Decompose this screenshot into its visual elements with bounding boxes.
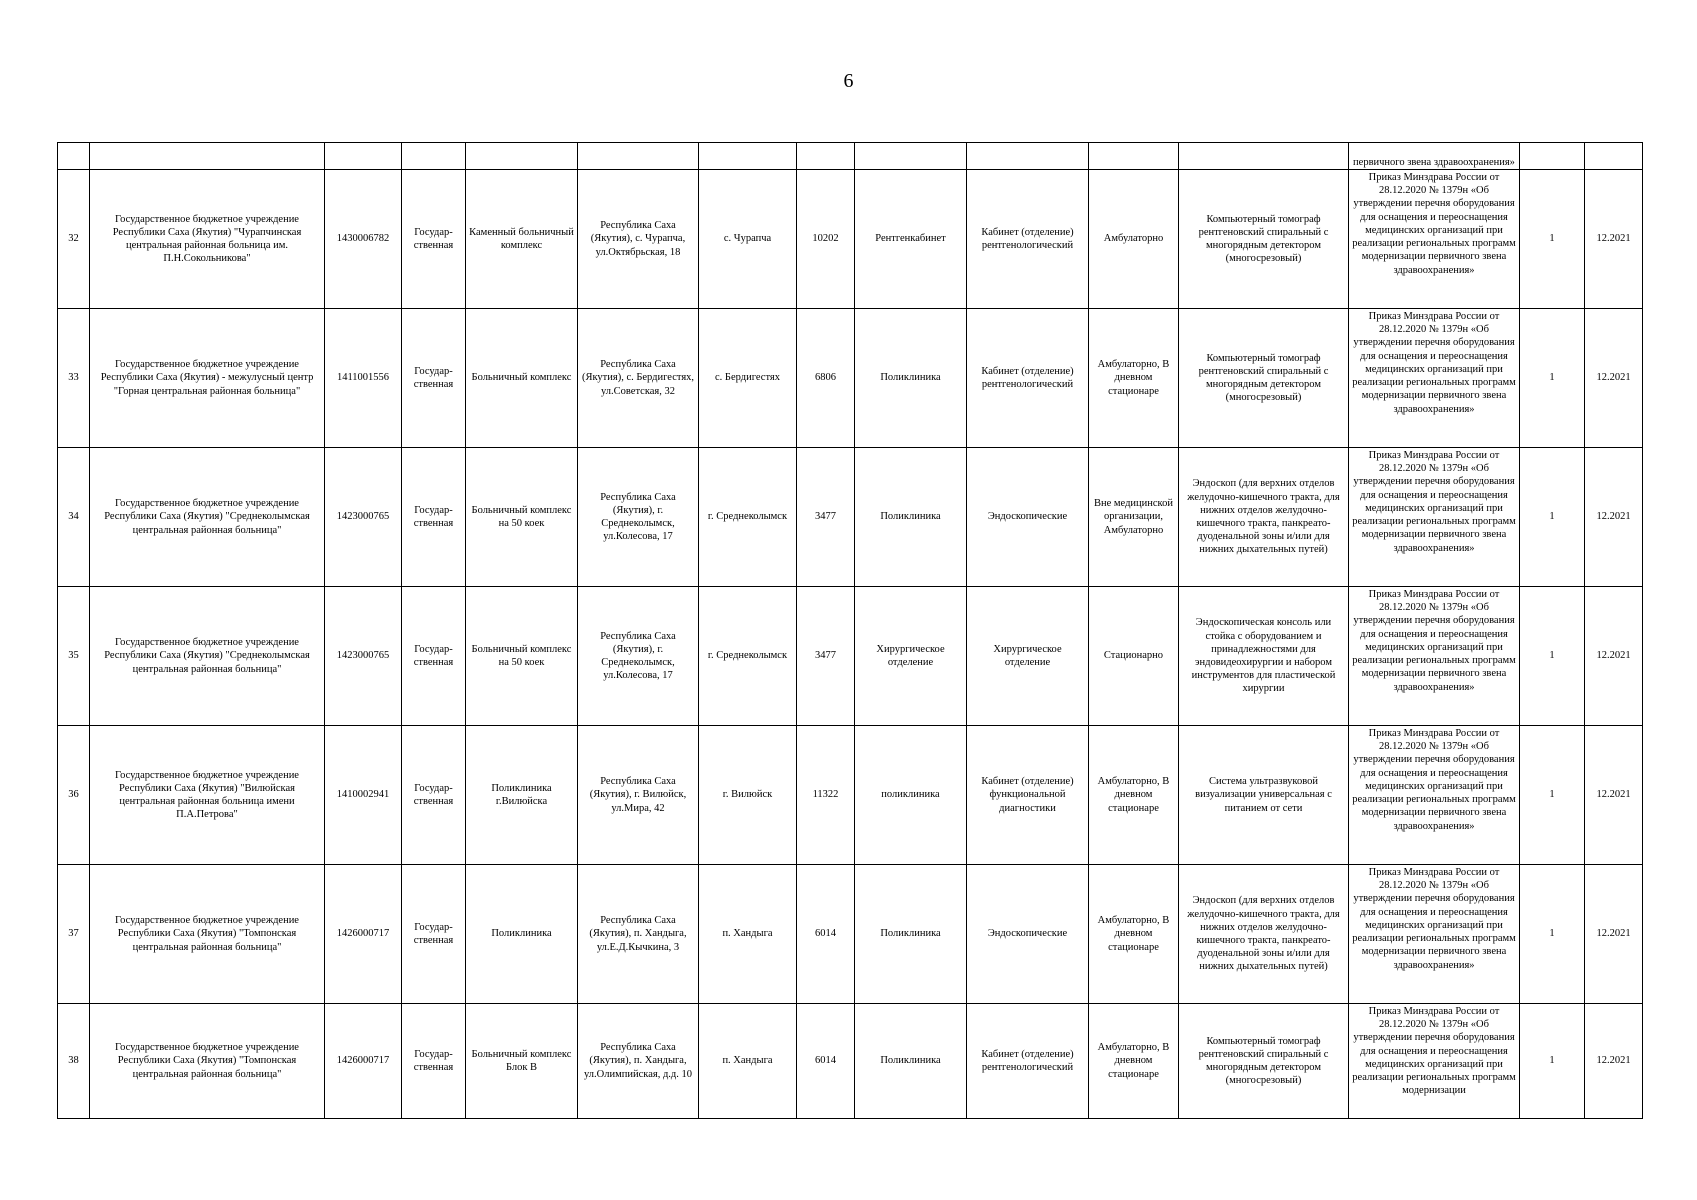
table-row [58, 726, 1643, 865]
cell-population [797, 143, 855, 170]
cell-building: Больничный комплекс [466, 309, 578, 448]
cell-ownership: Государ-ственная [402, 865, 466, 1004]
cell-ownership [402, 143, 466, 170]
cell-unit: Рентгенкабинет [855, 170, 967, 309]
cell-address: Республика Саха (Якутия), с. Чурапча, ул.Октябрьская, 18 [578, 170, 699, 309]
cell-room: Кабинет (отделение) функциональной диагностики [967, 726, 1089, 865]
cell-room: Эндоскопические [967, 865, 1089, 1004]
cell-date: 12.2021 [1585, 726, 1643, 865]
cell-qty [1520, 143, 1585, 170]
cell-locality: п. Хандыга [699, 1004, 797, 1119]
cell-legal-basis: Приказ Минздрава России от 28.12.2020 № 1379н «Об утверждении перечня оборудования для оснащения и переоснащения медицинских организаций при реализации региональных программ модернизации первичного звена здравоохранения» [1349, 865, 1520, 1004]
cell-address: Республика Саха (Якутия), г. Среднеколымск, ул.Колесова, 17 [578, 448, 699, 587]
cell-date: 12.2021 [1585, 865, 1643, 1004]
page-number: 6 [843, 70, 854, 92]
cell-building: Больничный комплекс на 50 коек [466, 587, 578, 726]
cell-population: 11322 [797, 726, 855, 865]
cell-address: Республика Саха (Якутия), с. Бердигестях, ул.Советская, 32 [578, 309, 699, 448]
cell-equipment: Эндоскоп (для верхних отделов желудочно-кишечного тракта, для нижних отделов желудочно-кишечного тракта, панкреато-дуоденальной зоны и/или для нижних дыхательных путей) [1179, 865, 1349, 1004]
cell-locality [699, 143, 797, 170]
cell-equipment: Компьютерный томограф рентгеновский спиральный с многорядным детектором (многосрезовый) [1179, 309, 1349, 448]
cell-code: 1426000717 [325, 865, 402, 1004]
cell-address: Республика Саха (Якутия), п. Хандыга, ул.Е.Д.Кычкина, 3 [578, 865, 699, 1004]
cell-qty: 1 [1520, 309, 1585, 448]
cell-num: 38 [58, 1004, 90, 1119]
cell-population: 3477 [797, 448, 855, 587]
cell-org: Государственное бюджетное учреждение Республики Саха (Якутия) "Томпонская центральная районная больница" [90, 865, 325, 1004]
cell-org: Государственное бюджетное учреждение Республики Саха (Якутия) "Томпонская центральная районная больница" [90, 1004, 325, 1119]
cell-room: Кабинет (отделение) рентгенологический [967, 1004, 1089, 1119]
cell-org: Государственное бюджетное учреждение Республики Саха (Якутия) "Среднеколымская центральная районная больница" [90, 448, 325, 587]
cell-address [578, 143, 699, 170]
cell-building: Больничный комплекс на 50 коек [466, 448, 578, 587]
cell-equipment: Система ультразвуковой визуализации универсальная с питанием от сети [1179, 726, 1349, 865]
table-row [58, 865, 1643, 1004]
cell-num: 32 [58, 170, 90, 309]
table-row [58, 309, 1643, 448]
cell-qty: 1 [1520, 170, 1585, 309]
cell-room [967, 143, 1089, 170]
cell-population: 6014 [797, 1004, 855, 1119]
cell-code: 1411001556 [325, 309, 402, 448]
cell-qty: 1 [1520, 1004, 1585, 1119]
cell-code: 1426000717 [325, 1004, 402, 1119]
cell-room: Кабинет (отделение) рентгенологический [967, 309, 1089, 448]
cell-equipment: Эндоскоп (для верхних отделов желудочно-кишечного тракта, для нижних отделов желудочно-кишечного тракта, панкреато-дуоденальной зоны и/или для нижних дыхательных путей) [1179, 448, 1349, 587]
cell-legal-basis: первичного звена здравоохранения» [1349, 143, 1520, 170]
cell-care-form: Амбулаторно, В дневном стационаре [1089, 1004, 1179, 1119]
cell-code: 1430006782 [325, 170, 402, 309]
cell-population: 6806 [797, 309, 855, 448]
cell-building: Больничный комплекс Блок В [466, 1004, 578, 1119]
cell-population: 3477 [797, 587, 855, 726]
cell-legal-basis: Приказ Минздрава России от 28.12.2020 № 1379н «Об утверждении перечня оборудования для оснащения и переоснащения медицинских организаций при реализации региональных программ модернизации первичного звена здравоохранения» [1349, 726, 1520, 865]
cell-care-form [1089, 143, 1179, 170]
cell-num: 33 [58, 309, 90, 448]
cell-address: Республика Саха (Якутия), п. Хандыга, ул.Олимпийская, д.д. 10 [578, 1004, 699, 1119]
equipment-table-wrapper [57, 142, 1643, 1119]
cell-date: 12.2021 [1585, 170, 1643, 309]
cell-legal-basis: Приказ Минздрава России от 28.12.2020 № 1379н «Об утверждении перечня оборудования для оснащения и переоснащения медицинских организаций при реализации региональных программ модернизации первичного звена здравоохранения» [1349, 587, 1520, 726]
cell-care-form: Вне медицинской организации, Амбулаторно [1089, 448, 1179, 587]
table-row [58, 587, 1643, 726]
cell-locality: п. Хандыга [699, 865, 797, 1004]
cell-address: Республика Саха (Якутия), г. Вилюйск, ул.Мира, 42 [578, 726, 699, 865]
cell-qty: 1 [1520, 726, 1585, 865]
cell-org: Государственное бюджетное учреждение Республики Саха (Якутия) - межулусный центр "Горная центральная районная больница" [90, 309, 325, 448]
cell-date: 12.2021 [1585, 1004, 1643, 1119]
cell-unit: Поликлиника [855, 309, 967, 448]
cell-date: 12.2021 [1585, 587, 1643, 726]
cell-room: Кабинет (отделение) рентгенологический [967, 170, 1089, 309]
cell-date: 12.2021 [1585, 448, 1643, 587]
cell-unit: поликлиника [855, 726, 967, 865]
cell-org: Государственное бюджетное учреждение Республики Саха (Якутия) "Вилюйская центральная районная больница имени П.А.Петрова" [90, 726, 325, 865]
cell-unit: Поликлиника [855, 1004, 967, 1119]
cell-legal-basis: Приказ Минздрава России от 28.12.2020 № 1379н «Об утверждении перечня оборудования для оснащения и переоснащения медицинских организаций при реализации региональных программ модернизации первичного звена здравоохранения» [1349, 448, 1520, 587]
cell-legal-basis [1349, 1004, 1520, 1119]
cell-locality: г. Среднеколымск [699, 448, 797, 587]
cell-org: Государственное бюджетное учреждение Республики Саха (Якутия) "Чурапчинская центральная районная больница им. П.Н.Сокольникова" [90, 170, 325, 309]
cell-code: 1423000765 [325, 448, 402, 587]
cell-room: Хирургическое отделение [967, 587, 1089, 726]
cell-equipment: Эндоскопическая консоль или стойка с оборудованием и принадлежностями для эндовидеохирургии и набором инструментов для пластической хирургии [1179, 587, 1349, 726]
table-row [58, 1004, 1643, 1119]
cell-equipment: Компьютерный томограф рентгеновский спиральный с многорядным детектором (многосрезовый) [1179, 1004, 1349, 1119]
cell-population: 10202 [797, 170, 855, 309]
cell-care-form: Амбулаторно [1089, 170, 1179, 309]
cell-ownership: Государ-ственная [402, 587, 466, 726]
cell-date [1585, 143, 1643, 170]
cell-num: 37 [58, 865, 90, 1004]
table-row [58, 448, 1643, 587]
cell-locality: с. Чурапча [699, 170, 797, 309]
cell-unit: Поликлиника [855, 865, 967, 1004]
cell-locality: с. Бердигестях [699, 309, 797, 448]
equipment-table [57, 142, 1643, 1119]
continuation-row [58, 143, 1643, 170]
cell-unit: Поликлиника [855, 448, 967, 587]
cell-equipment: Компьютерный томограф рентгеновский спиральный с многорядным детектором (многосрезовый) [1179, 170, 1349, 309]
cell-code [325, 143, 402, 170]
cell-org [90, 143, 325, 170]
cell-care-form: Амбулаторно, В дневном стационаре [1089, 309, 1179, 448]
cell-locality: г. Вилюйск [699, 726, 797, 865]
cell-building: Поликлиника г.Вилюйска [466, 726, 578, 865]
cell-care-form: Амбулаторно, В дневном стационаре [1089, 726, 1179, 865]
cell-legal-basis: Приказ Минздрава России от 28.12.2020 № 1379н «Об утверждении перечня оборудования для оснащения и переоснащения медицинских организаций при реализации региональных программ модернизации первичного звена здравоохранения» [1349, 309, 1520, 448]
cell-address: Республика Саха (Якутия), г. Среднеколымск, ул.Колесова, 17 [578, 587, 699, 726]
cell-ownership: Государ-ственная [402, 448, 466, 587]
cell-building: Поликлиника [466, 865, 578, 1004]
cell-building: Каменный больничный комплекс [466, 170, 578, 309]
cell-code: 1410002941 [325, 726, 402, 865]
cell-building [466, 143, 578, 170]
cell-code: 1423000765 [325, 587, 402, 726]
cell-org: Государственное бюджетное учреждение Республики Саха (Якутия) "Среднеколымская центральная районная больница" [90, 587, 325, 726]
cell-ownership: Государ-ственная [402, 726, 466, 865]
cell-qty: 1 [1520, 865, 1585, 1004]
legal-basis-text: Приказ Минздрава России от 28.12.2020 № 1379н «Об утверждении перечня оборудования для оснащения и переоснащения медицинских организаций при реализации региональных программ модернизации [1352, 1006, 1516, 1097]
cell-ownership: Государ-ственная [402, 1004, 466, 1119]
table-row [58, 170, 1643, 309]
cell-qty: 1 [1520, 448, 1585, 587]
cell-legal-basis: Приказ Минздрава России от 28.12.2020 № 1379н «Об утверждении перечня оборудования для оснащения и переоснащения медицинских организаций при реализации региональных программ модернизации первичного звена здравоохранения» [1349, 170, 1520, 309]
cell-locality: г. Среднеколымск [699, 587, 797, 726]
cell-num: 34 [58, 448, 90, 587]
cell-num: 35 [58, 587, 90, 726]
cell-num [58, 143, 90, 170]
cell-ownership: Государ-ственная [402, 170, 466, 309]
cell-equipment [1179, 143, 1349, 170]
cell-care-form: Амбулаторно, В дневном стационаре [1089, 865, 1179, 1004]
cell-room: Эндоскопические [967, 448, 1089, 587]
cell-qty: 1 [1520, 587, 1585, 726]
cell-unit [855, 143, 967, 170]
cell-ownership: Государ-ственная [402, 309, 466, 448]
cell-population: 6014 [797, 865, 855, 1004]
cell-num: 36 [58, 726, 90, 865]
cell-care-form: Стационарно [1089, 587, 1179, 726]
cell-date: 12.2021 [1585, 309, 1643, 448]
cell-unit: Хирургическое отделение [855, 587, 967, 726]
